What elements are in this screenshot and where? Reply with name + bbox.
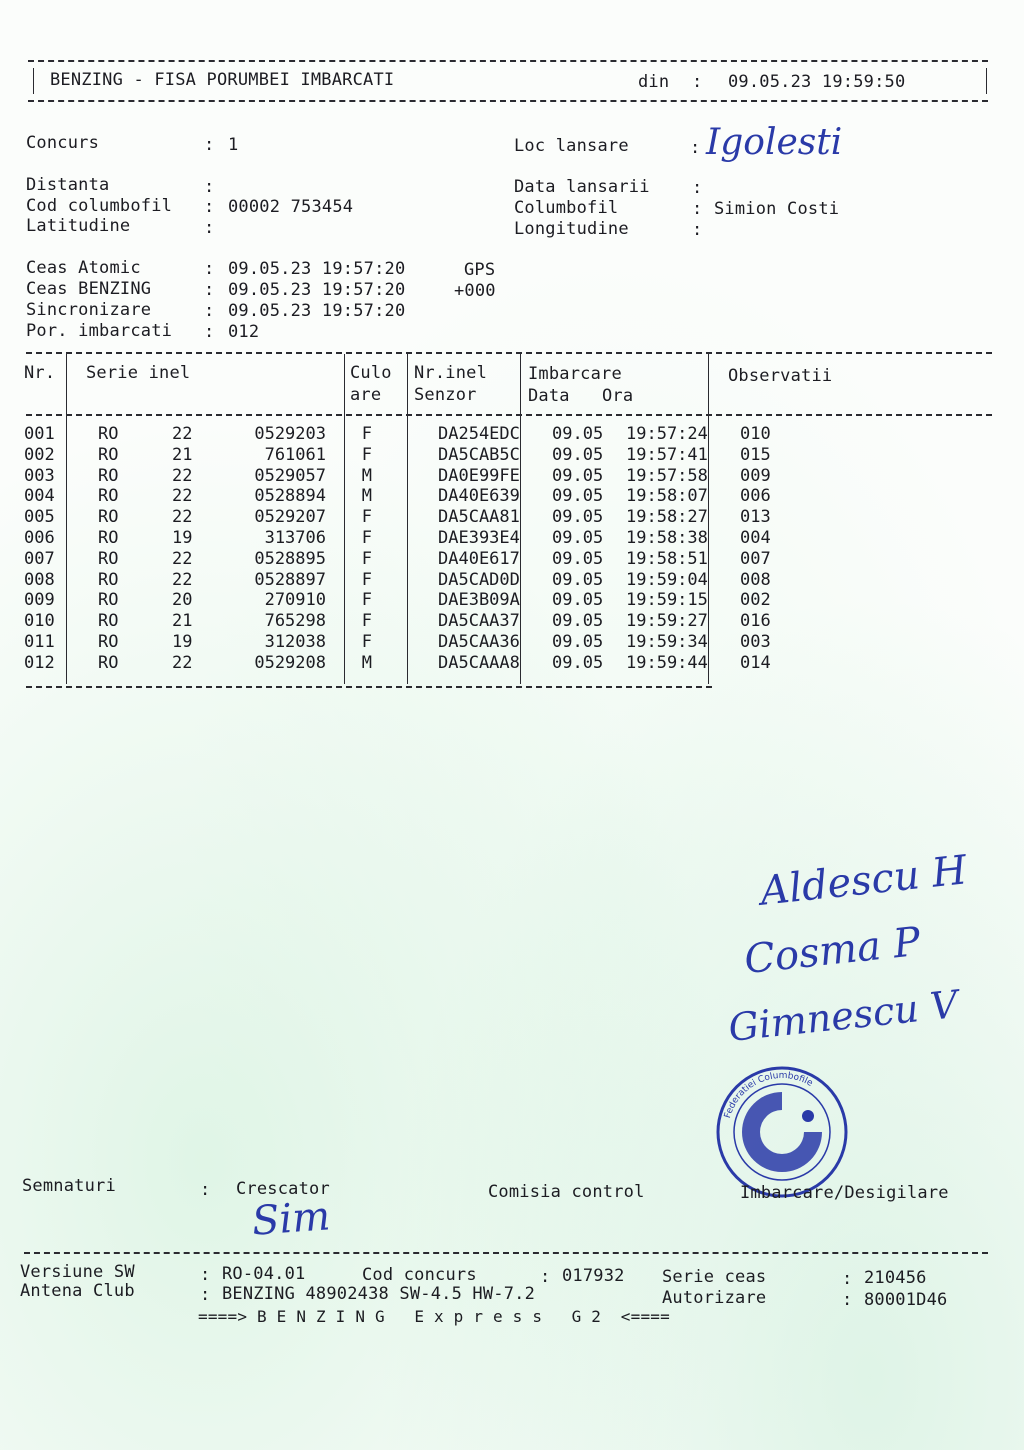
row-sensor: DA5CAD0D xyxy=(438,569,520,590)
row-sensor: DA5CAA81 xyxy=(438,507,520,528)
serie-ceas-value: 210456 xyxy=(864,1268,927,1288)
row-color xyxy=(374,424,438,445)
col-header-serie: Serie inel xyxy=(86,363,191,383)
row-country: RO xyxy=(98,424,119,444)
ceas-atomic-value: 09.05.23 19:57:20 xyxy=(228,259,406,279)
row-date: 09.05 xyxy=(552,631,604,652)
col-header-nrinel: Nr.inel xyxy=(414,363,488,383)
row-country: RO xyxy=(98,548,119,569)
row-observatii: 006 xyxy=(740,486,771,507)
semnaturi-label: Semnaturi xyxy=(22,1176,116,1196)
row-time: 19:57:58 xyxy=(626,465,708,486)
row-observatii: 002 xyxy=(740,590,771,611)
row-observatii: 016 xyxy=(740,611,771,632)
comisia-control-label: Comisia control xyxy=(488,1182,645,1202)
row-ring: 313706 xyxy=(264,527,326,548)
cod-columbofil-value: 00002 753454 xyxy=(228,197,354,217)
ceas-benzing-colon: : xyxy=(204,280,215,300)
row-date: 09.05 xyxy=(552,652,604,673)
row-nr: 007 xyxy=(24,548,55,569)
row-nr: 011 xyxy=(24,631,55,652)
row-date: 09.05 xyxy=(552,507,604,528)
crescator-label: Crescator xyxy=(236,1179,330,1199)
row-sensor: DAE393E4 xyxy=(438,527,520,548)
versiune-sw-label: Versiune SW xyxy=(20,1262,135,1282)
stamp-text: Federatiei Columbofile xyxy=(722,1070,815,1120)
row-year: 22 xyxy=(172,548,193,569)
row-sensor: DA0E99FE xyxy=(438,465,520,486)
row-time: 19:59:27 xyxy=(626,611,708,632)
row-year: 19 xyxy=(172,631,193,652)
row-sex: F xyxy=(361,631,372,652)
row-sex: F xyxy=(361,507,372,528)
sincronizare-label: Sincronizare xyxy=(26,300,152,320)
row-observatii: 010 xyxy=(740,424,771,444)
benzing-express-banner: ====> B E N Z I N G E x p r e s s G 2 <==== xyxy=(198,1307,670,1326)
row-year: 22 xyxy=(172,652,193,673)
row-year: 21 xyxy=(172,611,193,632)
row-color xyxy=(374,570,438,591)
row-nr: 003 xyxy=(24,465,55,486)
sincronizare-value: 09.05.23 19:57:20 xyxy=(228,301,406,321)
commission-name-1: Aldescu H xyxy=(758,847,970,915)
row-observatii: 014 xyxy=(740,652,771,673)
row-time: 19:59:04 xyxy=(626,569,708,590)
row-observatii: 013 xyxy=(740,507,771,528)
row-sensor: DA254EDC xyxy=(438,424,520,444)
row-nr: 012 xyxy=(24,652,55,673)
table-row xyxy=(24,507,820,528)
row-sex: F xyxy=(361,424,372,444)
row-nr: 004 xyxy=(24,486,55,507)
por-imbarcati-value: 012 xyxy=(228,322,260,342)
table-row xyxy=(24,632,820,653)
row-nr: 002 xyxy=(24,444,55,465)
serie-ceas-label: Serie ceas xyxy=(662,1267,767,1287)
por-imbarcati-colon: : xyxy=(204,322,215,342)
col-header-senzor: Senzor xyxy=(414,385,477,405)
autorizare-colon: : xyxy=(842,1290,853,1310)
row-year: 22 xyxy=(172,465,193,486)
longitudine-colon: : xyxy=(692,220,703,240)
row-country: RO xyxy=(98,611,119,632)
row-country: RO xyxy=(98,631,119,652)
row-date: 09.05 xyxy=(552,569,604,590)
columbofil-colon: : xyxy=(692,199,703,219)
cod-columbofil-label: Cod columbofil xyxy=(26,196,173,216)
col-header-ora: Ora xyxy=(602,386,634,406)
row-ring: 0529203 xyxy=(254,424,326,444)
row-sensor: DA5CAA36 xyxy=(438,631,520,652)
row-ring: 312038 xyxy=(264,631,326,652)
ceas-atomic-label: Ceas Atomic xyxy=(26,258,141,278)
row-nr: 008 xyxy=(24,569,55,590)
ceas-atomic-colon: : xyxy=(204,259,215,279)
row-sex: M xyxy=(361,652,372,673)
row-ring: 270910 xyxy=(264,590,326,611)
row-time: 19:59:44 xyxy=(626,652,708,673)
row-nr: 006 xyxy=(24,527,55,548)
row-year: 21 xyxy=(172,444,193,465)
row-country: RO xyxy=(98,465,119,486)
col-header-are: are xyxy=(350,385,382,405)
columbofil-label: Columbofil xyxy=(514,198,619,218)
cod-columbofil-colon: : xyxy=(204,197,215,217)
row-time: 19:58:27 xyxy=(626,507,708,528)
commission-name-2: Cosma P xyxy=(742,918,923,984)
row-date: 09.05 xyxy=(552,424,604,444)
row-sex: F xyxy=(361,444,372,465)
table-row xyxy=(24,424,820,445)
table-row xyxy=(24,486,820,507)
row-country: RO xyxy=(98,590,119,611)
row-observatii: 004 xyxy=(740,527,771,548)
row-date: 09.05 xyxy=(552,611,604,632)
header-top-rule xyxy=(28,60,988,62)
table-row xyxy=(24,611,820,632)
row-sensor: DAE3B09A xyxy=(438,590,520,611)
antena-club-label: Antena Club xyxy=(20,1281,135,1301)
cod-concurs-label: Cod concurs xyxy=(362,1265,477,1285)
table-row xyxy=(24,528,820,549)
row-year: 22 xyxy=(172,486,193,507)
header-left-bar xyxy=(33,68,34,94)
crescator-signature: Sim xyxy=(250,1193,332,1245)
row-ring: 765298 xyxy=(264,611,326,632)
row-sensor: DA40E617 xyxy=(438,548,520,569)
row-color xyxy=(374,590,438,611)
row-year: 22 xyxy=(172,424,193,444)
table-top-rule xyxy=(26,352,992,354)
autorizare-value: 80001D46 xyxy=(864,1290,948,1310)
row-sex: F xyxy=(361,527,372,548)
distanta-label: Distanta xyxy=(26,175,110,195)
row-year: 20 xyxy=(172,590,193,611)
row-country: RO xyxy=(98,569,119,590)
row-color xyxy=(374,466,438,487)
row-date: 09.05 xyxy=(552,465,604,486)
header-bottom-rule xyxy=(28,100,988,102)
loc-lansare-label: Loc lansare xyxy=(514,136,629,156)
table-row xyxy=(24,549,820,570)
table-row xyxy=(24,653,820,674)
row-observatii: 009 xyxy=(740,465,771,486)
row-color xyxy=(374,486,438,507)
row-date: 09.05 xyxy=(552,548,604,569)
latitudine-label: Latitudine xyxy=(26,216,131,236)
col-header-imbarcare: Imbarcare xyxy=(528,364,622,384)
concurs-label: Concurs xyxy=(26,133,100,153)
row-sex: F xyxy=(361,590,372,611)
row-color xyxy=(374,549,438,570)
row-nr: 010 xyxy=(24,611,55,632)
din-label: din xyxy=(638,72,670,92)
loc-lansare-colon: : xyxy=(690,138,701,158)
columbofil-value: Simion Costi xyxy=(714,199,840,219)
row-year: 22 xyxy=(172,569,193,590)
row-nr: 009 xyxy=(24,590,55,611)
row-time: 19:57:41 xyxy=(626,444,708,465)
table-bottom-rule xyxy=(26,686,712,688)
antena-club-value: BENZING 48902438 SW-4.5 HW-7.2 xyxy=(222,1284,536,1304)
row-sex: F xyxy=(361,548,372,569)
row-country: RO xyxy=(98,507,119,528)
row-color xyxy=(374,528,438,549)
row-observatii: 003 xyxy=(740,631,771,652)
row-ring: 0529207 xyxy=(254,507,326,528)
col-header-nr: Nr. xyxy=(24,363,56,383)
sincronizare-colon: : xyxy=(204,301,215,321)
row-time: 19:58:07 xyxy=(626,486,708,507)
distanta-colon: : xyxy=(204,177,215,197)
table-row xyxy=(24,466,820,487)
federation-stamp-icon xyxy=(712,1062,852,1202)
table-row xyxy=(24,590,820,611)
latitudine-colon: : xyxy=(204,218,215,238)
row-sensor: DA5CAAA8 xyxy=(438,652,520,673)
ceas-benzing-label: Ceas BENZING xyxy=(26,279,152,299)
table-header-rule xyxy=(26,414,992,416)
row-color xyxy=(374,445,438,466)
row-date: 09.05 xyxy=(552,590,604,611)
row-time: 19:58:51 xyxy=(626,548,708,569)
row-time: 19:59:34 xyxy=(626,631,708,652)
row-ring: 0529208 xyxy=(254,652,326,673)
din-colon: : xyxy=(692,72,703,92)
commission-name-3: Gimnescu V xyxy=(726,982,960,1050)
row-sensor: DA5CAA37 xyxy=(438,611,520,632)
autorizare-label: Autorizare xyxy=(662,1288,767,1308)
row-country: RO xyxy=(98,652,119,673)
loc-lansare-handwritten: Igolesti xyxy=(706,122,843,163)
versiune-sw-colon: : xyxy=(200,1265,211,1285)
ceas-benzing-suffix: +000 xyxy=(454,281,496,301)
row-ring: 0528895 xyxy=(254,548,326,569)
footer-top-rule xyxy=(24,1252,988,1254)
row-sex: F xyxy=(361,569,372,590)
concurs-colon: : xyxy=(204,135,215,155)
semnaturi-colon: : xyxy=(200,1180,211,1200)
row-year: 22 xyxy=(172,507,193,528)
versiune-sw-value: RO-04.01 xyxy=(222,1264,306,1284)
col-header-observatii: Observatii xyxy=(728,366,833,386)
header-right-bar xyxy=(986,68,987,94)
pigeon-table xyxy=(24,424,820,674)
row-country: RO xyxy=(98,527,119,548)
document-title: BENZING - FISA PORUMBEI IMBARCATI xyxy=(50,70,395,90)
row-color xyxy=(374,611,438,632)
cod-concurs-value: 017932 xyxy=(562,1266,625,1286)
row-sex: M xyxy=(361,465,372,486)
row-sensor: DA40E639 xyxy=(438,486,520,507)
row-country: RO xyxy=(98,444,119,465)
row-sex: M xyxy=(361,486,372,507)
col-header-culo: Culo xyxy=(350,363,392,383)
row-time: 19:57:24 xyxy=(626,424,708,444)
row-color xyxy=(374,632,438,653)
cod-concurs-colon: : xyxy=(540,1267,551,1287)
row-observatii: 007 xyxy=(740,548,771,569)
imbarcare-desigilare-label: Imbarcare/Desigilare xyxy=(740,1183,949,1203)
row-nr: 005 xyxy=(24,507,55,528)
row-nr: 001 xyxy=(24,424,55,444)
table-row xyxy=(24,570,820,591)
data-lansarii-colon: : xyxy=(692,178,703,198)
row-country: RO xyxy=(98,486,119,507)
data-lansarii-label: Data lansarii xyxy=(514,177,650,197)
row-color xyxy=(374,507,438,528)
concurs-value: 1 xyxy=(228,135,239,155)
row-date: 09.05 xyxy=(552,486,604,507)
col-header-data: Data xyxy=(528,386,570,406)
din-value: 09.05.23 19:59:50 xyxy=(728,72,906,92)
row-sensor: DA5CAB5C xyxy=(438,444,520,465)
row-year: 19 xyxy=(172,527,193,548)
row-sex: F xyxy=(361,611,372,632)
ceas-atomic-suffix: GPS xyxy=(464,260,496,280)
row-ring: 0528894 xyxy=(254,486,326,507)
row-ring: 761061 xyxy=(264,444,326,465)
ceas-benzing-value: 09.05.23 19:57:20 xyxy=(228,280,406,300)
row-ring: 0529057 xyxy=(254,465,326,486)
row-observatii: 008 xyxy=(740,569,771,590)
serie-ceas-colon: : xyxy=(842,1269,853,1289)
row-time: 19:59:15 xyxy=(626,590,708,611)
row-observatii: 015 xyxy=(740,444,771,465)
antena-club-colon: : xyxy=(200,1285,211,1305)
row-date: 09.05 xyxy=(552,527,604,548)
row-ring: 0528897 xyxy=(254,569,326,590)
longitudine-label: Longitudine xyxy=(514,219,629,239)
row-time: 19:58:38 xyxy=(626,527,708,548)
por-imbarcati-label: Por. imbarcati xyxy=(26,321,173,341)
row-color xyxy=(374,653,438,674)
table-row xyxy=(24,445,820,466)
row-date: 09.05 xyxy=(552,444,604,465)
